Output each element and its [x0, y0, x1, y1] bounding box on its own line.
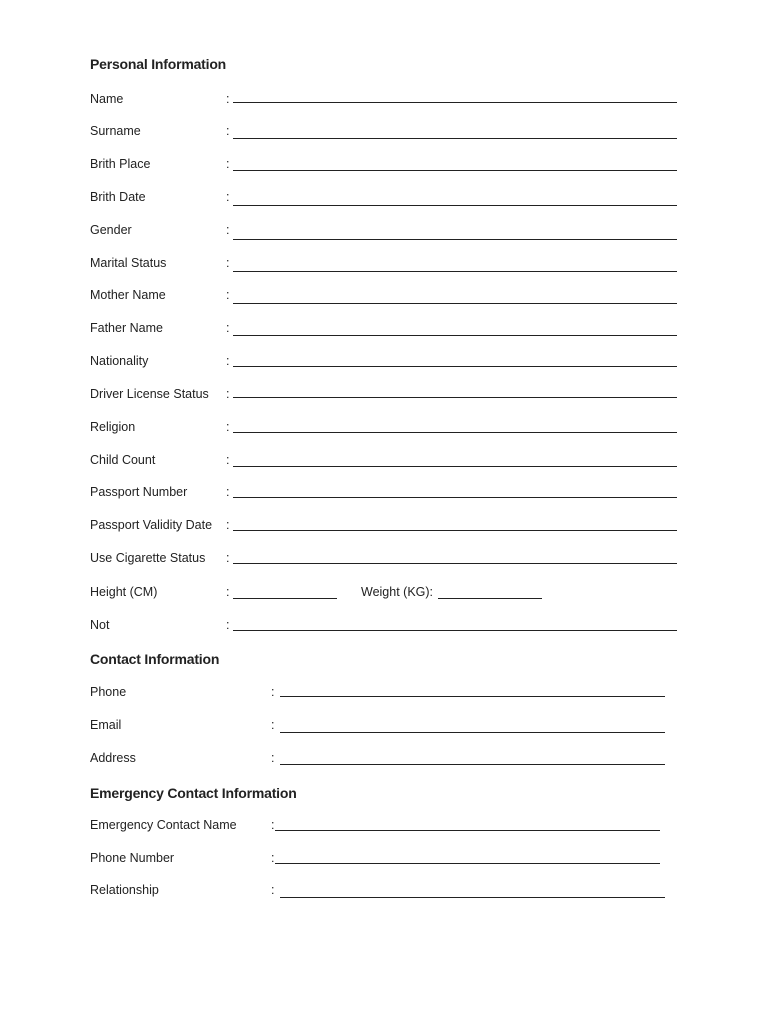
- emergency-phone-number-input-line[interactable]: [275, 863, 660, 864]
- address-label: Address: [90, 751, 136, 765]
- emergency-contact-name-input-line[interactable]: [275, 830, 660, 831]
- mother-name-label: Mother Name: [90, 288, 166, 302]
- nationality-label: Nationality: [90, 354, 149, 368]
- personal-information-heading: Personal Information: [90, 56, 227, 72]
- contact-information-heading: Contact Information: [90, 651, 220, 667]
- passport-number-colon: :: [226, 485, 230, 499]
- address-input-line[interactable]: [280, 764, 665, 765]
- relationship-label: Relationship: [90, 883, 159, 897]
- passport-validity-date-label: Passport Validity Date: [90, 518, 213, 532]
- religion-colon: :: [226, 420, 230, 434]
- passport-number-label: Passport Number: [90, 485, 188, 499]
- emergency-phone-number-label: Phone Number: [90, 851, 175, 865]
- birth-date-colon: :: [226, 190, 230, 204]
- emergency-contact-name-colon: :: [271, 818, 275, 832]
- mother-name-colon: :: [226, 288, 230, 302]
- phone-input-line[interactable]: [280, 696, 665, 697]
- not-label: Not: [90, 618, 110, 632]
- nationality-colon: :: [226, 354, 230, 368]
- religion-label: Religion: [90, 420, 136, 434]
- mother-name-input-line[interactable]: [233, 303, 677, 304]
- relationship-input-line[interactable]: [280, 897, 665, 898]
- gender-input-line[interactable]: [233, 239, 677, 240]
- height-colon: :: [226, 585, 230, 599]
- emergency-contact-information-heading: Emergency Contact Information: [90, 785, 297, 801]
- weight-label: Weight (KG):: [361, 585, 434, 599]
- gender-colon: :: [226, 223, 230, 237]
- emergency-phone-number-colon: :: [271, 851, 275, 865]
- surname-label: Surname: [90, 124, 141, 138]
- email-label: Email: [90, 718, 122, 732]
- not-input-line[interactable]: [233, 630, 677, 631]
- height-input-line[interactable]: [233, 598, 337, 599]
- weight-input-line[interactable]: [438, 598, 542, 599]
- child-count-input-line[interactable]: [233, 466, 677, 467]
- passport-number-input-line[interactable]: [233, 497, 677, 498]
- name-label: Name: [90, 92, 124, 106]
- surname-colon: :: [226, 124, 230, 138]
- use-cigarette-status-label: Use Cigarette Status: [90, 551, 206, 565]
- child-count-label: Child Count: [90, 453, 156, 467]
- nationality-input-line[interactable]: [233, 366, 677, 367]
- birth-place-colon: :: [226, 157, 230, 171]
- name-input-line[interactable]: [233, 102, 677, 103]
- email-input-line[interactable]: [280, 732, 665, 733]
- driver-license-status-input-line[interactable]: [233, 397, 677, 398]
- passport-validity-date-colon: :: [226, 518, 230, 532]
- birth-date-label: Brith Date: [90, 190, 146, 204]
- name-colon: :: [226, 92, 230, 106]
- birth-place-label: Brith Place: [90, 157, 151, 171]
- father-name-colon: :: [226, 321, 230, 335]
- gender-label: Gender: [90, 223, 132, 237]
- father-name-label: Father Name: [90, 321, 163, 335]
- phone-colon: :: [271, 685, 275, 699]
- use-cigarette-status-colon: :: [226, 551, 230, 565]
- passport-validity-date-input-line[interactable]: [233, 530, 677, 531]
- marital-status-input-line[interactable]: [233, 271, 677, 272]
- surname-input-line[interactable]: [233, 138, 677, 139]
- height-label: Height (CM): [90, 585, 158, 599]
- marital-status-colon: :: [226, 256, 230, 270]
- emergency-contact-name-label: Emergency Contact Name: [90, 818, 237, 832]
- email-colon: :: [271, 718, 275, 732]
- address-colon: :: [271, 751, 275, 765]
- driver-license-status-colon: :: [226, 387, 230, 401]
- phone-label: Phone: [90, 685, 127, 699]
- birth-date-input-line[interactable]: [233, 205, 677, 206]
- child-count-colon: :: [226, 453, 230, 467]
- relationship-colon: :: [271, 883, 275, 897]
- driver-license-status-label: Driver License Status: [90, 387, 209, 401]
- marital-status-label: Marital Status: [90, 256, 167, 270]
- father-name-input-line[interactable]: [233, 335, 677, 336]
- religion-input-line[interactable]: [233, 432, 677, 433]
- use-cigarette-status-input-line[interactable]: [233, 563, 677, 564]
- birth-place-input-line[interactable]: [233, 170, 677, 171]
- not-colon: :: [226, 618, 230, 632]
